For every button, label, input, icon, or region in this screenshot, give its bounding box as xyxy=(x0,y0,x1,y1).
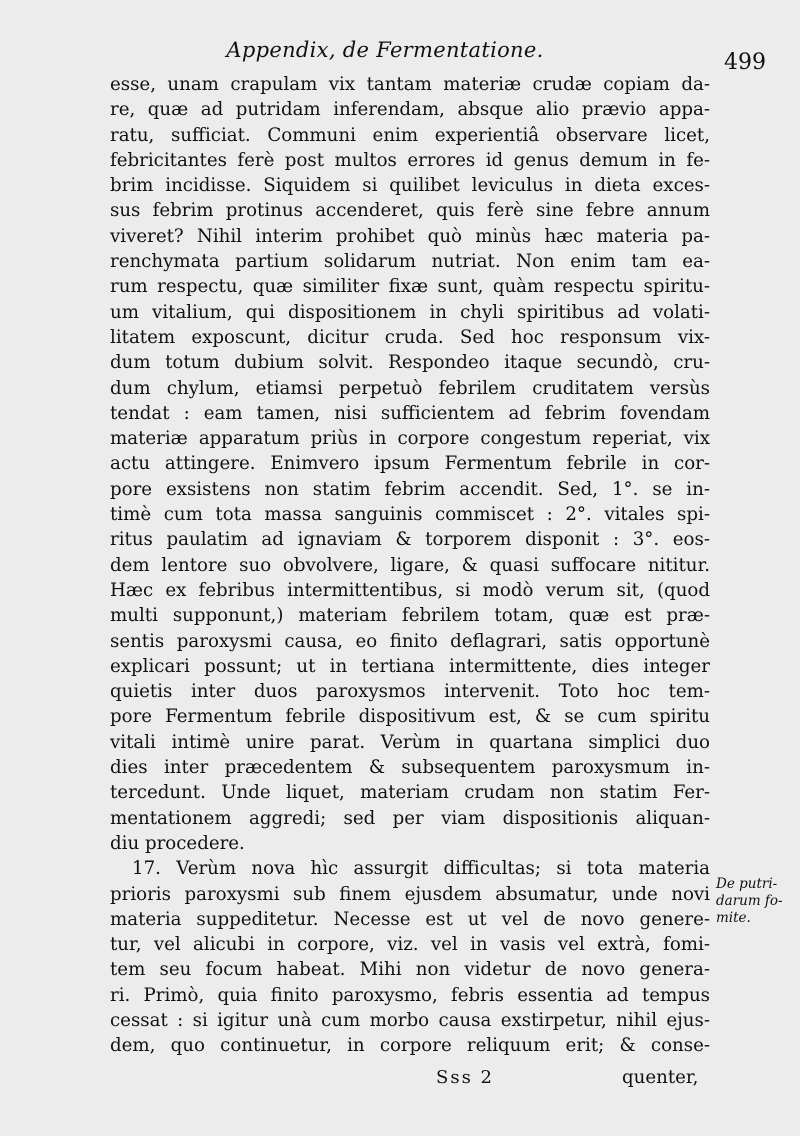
text-line: timè cum tota massa sanguinis commiscet : 2°. vitales spi- xyxy=(110,504,710,526)
text-line: dum chylum, etiamsi perpetuò febrilem cruditatem versùs xyxy=(110,377,710,399)
text-line: materia suppeditetur. Necesse est ut vel de novo genere- xyxy=(110,908,710,930)
text-line: pore Fermentum febrile dispositivum est, & se cum spiritu xyxy=(110,706,710,728)
text-line: um vitalium, qui dispositionem in chyli spiritibus ad volati- xyxy=(110,301,710,323)
page-number: 499 xyxy=(724,50,766,75)
text-line: multi supponunt,) materiam febrilem totam, quæ est præ- xyxy=(110,605,710,627)
text-line: esse, unam crapulam vix tantam materiæ crudæ copiam da- xyxy=(110,74,710,95)
catchword: quenter, xyxy=(622,1067,699,1088)
text-line: rum respectu, quæ similiter fixæ sunt, quàm respectu spiritu- xyxy=(110,276,710,298)
text-line: prioris paroxysmi sub finem ejusdem absumatur, unde novi xyxy=(110,883,710,905)
text-line: ratu, sufficiat. Communi enim experientiâ observare licet, xyxy=(110,124,710,146)
text-line: ritus paulatim ad ignaviam & torporem disponit : 3°. eos- xyxy=(110,529,710,551)
signature-mark: Sss 2 xyxy=(436,1067,494,1088)
text-line: dem lentore suo obvolvere, ligare, & quasi suffocare nititur. xyxy=(110,554,710,576)
text-line: vitali intimè unire parat. Verùm in quartana simplici duo xyxy=(110,731,710,753)
text-line: Hæc ex febribus intermittentibus, si modò verum sit, (quod xyxy=(110,579,710,601)
text-line: tendat : eam tamen, nisi sufficientem ad febrim fovendam xyxy=(110,402,710,424)
text-line: diu procedere. xyxy=(110,832,245,854)
text-line: tem seu focum habeat. Mihi non videtur de novo genera- xyxy=(110,959,710,981)
text-line: sentis paroxysmi causa, eo finito deflagrari, satis opportunè xyxy=(110,630,710,652)
text-line: tercedunt. Unde liquet, materiam crudam non statim Fer- xyxy=(110,782,710,804)
text-line: materiæ apparatum priùs in corpore congestum reperiat, vix xyxy=(110,428,710,450)
text-line: dum totum dubium solvit. Respondeo itaque secundò, cru- xyxy=(110,352,710,374)
text-line: febricitantes ferè post multos errores id genus demum in fe- xyxy=(110,149,710,171)
text-line: brim incidisse. Siquidem si quilibet leviculus in dieta exces- xyxy=(110,175,710,197)
marginal-note xyxy=(716,876,796,927)
marginal-note-line: darum fo- xyxy=(716,893,783,909)
marginal-note-line: De putri- xyxy=(716,876,778,892)
marginal-note-line: mite. xyxy=(716,910,751,926)
text-line: 17. Verùm nova hìc assurgit difficultas; si tota materia xyxy=(132,858,710,880)
body-text xyxy=(110,72,710,1059)
running-header-title: Appendix, de Fermentatione. xyxy=(226,38,544,62)
text-line: actu attingere. Enimvero ipsum Fermentum febrile in cor- xyxy=(110,453,710,475)
text-line: mentationem aggredi; sed per viam dispositionis aliquan- xyxy=(110,807,710,829)
text-line: cessat : si igitur unà cum morbo causa exstirpetur, nihil ejus- xyxy=(110,1009,710,1031)
text-line: sus febrim protinus accenderet, quis ferè sine febre annum xyxy=(110,200,710,222)
text-line: tur, vel alicubi in corpore, viz. vel in vasis vel extrà, fomi- xyxy=(110,934,710,956)
text-line: quietis inter duos paroxysmos intervenit. Toto hoc tem- xyxy=(110,681,710,703)
text-line: ri. Primò, quia finito paroxysmo, febris essentia ad tempus xyxy=(110,984,710,1006)
text-line: dem, quo continuetur, in corpore reliquum erit; & conse- xyxy=(110,1035,710,1057)
text-line: dies inter præcedentem & subsequentem paroxysmum in- xyxy=(110,757,710,779)
text-line: explicari possunt; ut in tertiana intermittente, dies integer xyxy=(110,655,710,677)
text-line: renchymata partium solidarum nutriat. Non enim tam ea- xyxy=(110,251,710,273)
text-line: re, quæ ad putridam inferendam, absque alio prævio appa- xyxy=(110,99,710,121)
text-line: pore exsistens non statim febrim accendit. Sed, 1°. se in- xyxy=(110,478,710,500)
text-line: litatem exposcunt, dicitur cruda. Sed hoc responsum vix- xyxy=(110,326,710,348)
text-line: viveret? Nihil interim prohibet quò minùs hæc materia pa- xyxy=(110,225,710,247)
